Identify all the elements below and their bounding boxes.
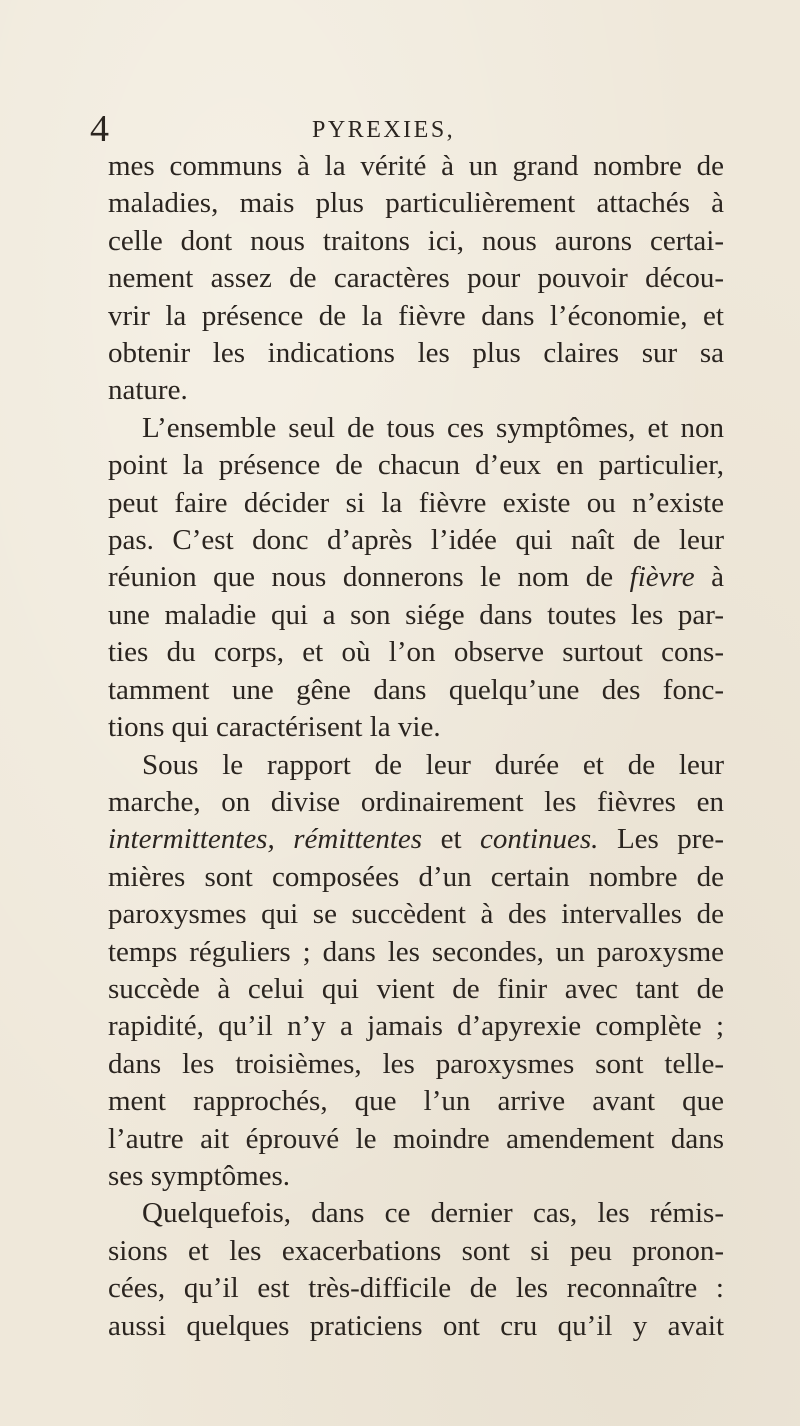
text-run: à [711, 561, 724, 594]
text-line: L’ensemble seul de tous ces symptômes, et non [142, 411, 724, 444]
text-line: vrir la présence de la fièvre dans l’économie, et [108, 299, 724, 332]
page-header [90, 108, 710, 150]
paragraph-1 [108, 148, 724, 410]
text-line: pas. C’est donc d’après l’idée qui naît de leur [108, 524, 724, 557]
running-head: PYREXIES, [312, 117, 456, 143]
text-line: une maladie qui a son siége dans toutes les par- [108, 598, 724, 631]
text-line: Sous le rapport de leur durée et de leur [142, 748, 724, 781]
text-line: nature. [108, 374, 188, 407]
text-line: l’autre ait éprouvé le moindre amendement dans [108, 1122, 724, 1155]
text-line: tamment une gêne dans quelqu’une des fonc- [108, 673, 724, 706]
emphasized-word: intermittentes, [108, 823, 275, 856]
text-line: temps réguliers ; dans les secondes, un paroxysme [108, 935, 724, 968]
text-run: et [440, 823, 462, 856]
text-line: ties du corps, et où l’on observe surtout cons- [108, 636, 724, 669]
text-line: dans les troisièmes, les paroxysmes sont telle- [108, 1047, 724, 1080]
emphasized-word: rémittentes [293, 823, 423, 856]
text-line: mes communs à la vérité à un grand nombre de [108, 150, 724, 182]
text-line: nement assez de caractères pour pouvoir décou- [108, 262, 724, 295]
text-line: obtenir les indications les plus claires sur sa [108, 337, 724, 370]
emphasized-word: fièvre [629, 561, 695, 594]
text-line [108, 559, 724, 596]
text-line: succède à celui qui vient de finir avec tant de [108, 972, 724, 1005]
page-number: 4 [90, 108, 109, 150]
text-line: Quelquefois, dans ce dernier cas, les rémis- [142, 1197, 724, 1230]
text-line [108, 821, 724, 858]
paragraph-2 [108, 410, 724, 747]
text-line: ment rapprochés, que l’un arrive avant que [108, 1085, 724, 1118]
text-line: tions qui caractérisent la vie. [108, 711, 441, 744]
text-line: celle dont nous traitons ici, nous aurons certai- [108, 224, 724, 257]
text-line: cées, qu’il est très-difficile de les reconnaître : [108, 1272, 724, 1305]
paragraph-4 [108, 1195, 724, 1345]
text-line: mières sont composées d’un certain nombre de [108, 860, 724, 893]
text-line: marche, on divise ordinairement les fièvres en [108, 785, 724, 818]
text-line: peut faire décider si la fièvre existe ou n’existe [108, 486, 724, 519]
text-line: maladies, mais plus particulièrement attachés à [108, 187, 724, 220]
emphasized-word: continues. [480, 823, 599, 856]
body-text [108, 148, 724, 1345]
text-line: rapidité, qu’il n’y a jamais d’apyrexie complète ; [108, 1010, 724, 1043]
text-run: réunion que nous donnerons le nom de [108, 561, 614, 594]
text-line: sions et les exacerbations sont si peu pronon- [108, 1234, 724, 1267]
paragraph-3 [108, 747, 724, 1196]
text-line: point la présence de chacun d’eux en particulier, [108, 449, 724, 482]
text-line: aussi quelques praticiens ont cru qu’il y avait [108, 1309, 724, 1342]
text-run: Les pre- [616, 823, 724, 856]
text-line: paroxysmes qui se succèdent à des intervalles de [108, 898, 724, 931]
text-line: ses symptômes. [108, 1159, 291, 1192]
